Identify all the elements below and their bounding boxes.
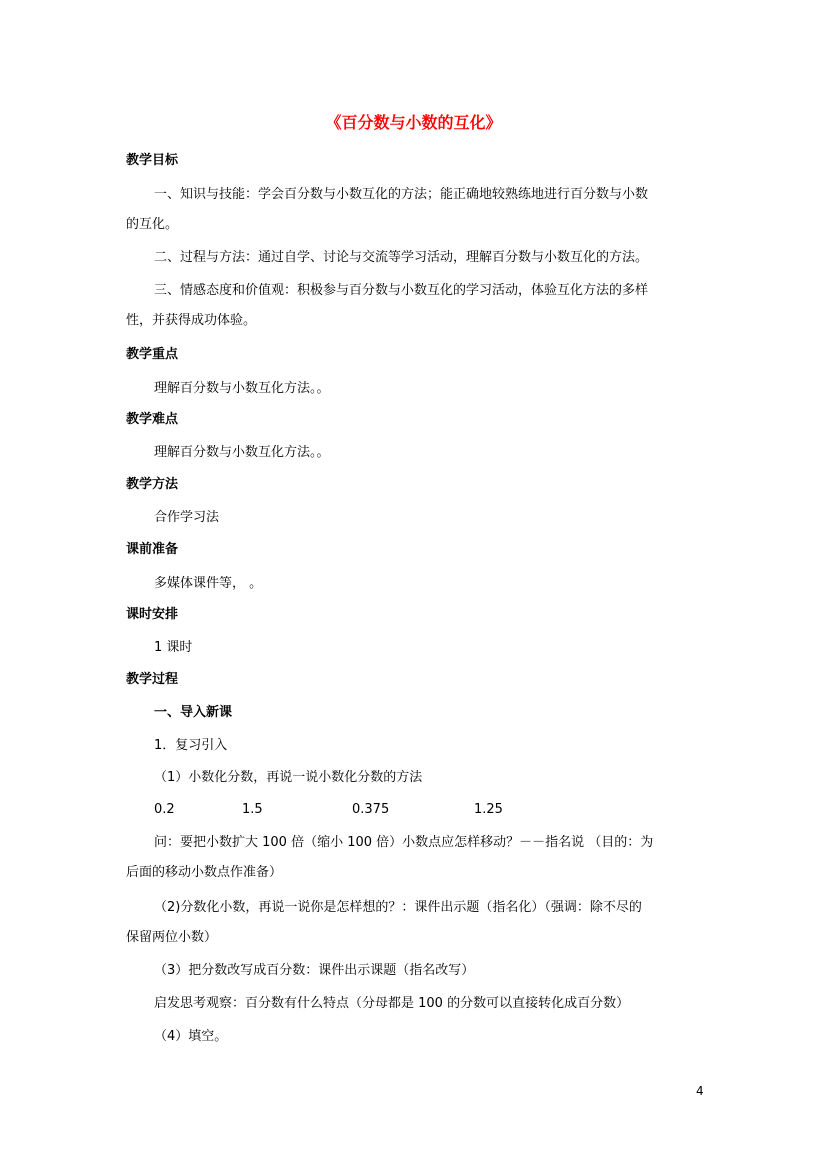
sub-item-4: （4）填空。 <box>154 1029 228 1044</box>
key-heading: 教学重点 <box>126 347 179 362</box>
goal-1-line-2: 的互化。 <box>126 217 179 232</box>
number-item: 0.375 <box>352 802 390 817</box>
schedule-text: 1 课时 <box>154 640 193 655</box>
sub-item-2-line-1: （2)分数化小数，再说一说你是怎样想的？：课件出示题（指名化）（强调：除不尽的 <box>154 900 642 915</box>
step-1: 1．复习引入 <box>154 738 228 753</box>
sub-item-3: （3）把分数改写成百分数：课件出示课题（指名改写） <box>154 963 475 978</box>
method-text: 合作学习法 <box>154 510 220 525</box>
document-title: 《百分数与小数的互化》 <box>325 113 502 132</box>
number-item: 1.25 <box>474 802 503 817</box>
goal-3-line-2: 性，并获得成功体验。 <box>126 313 257 328</box>
process-heading: 教学过程 <box>126 672 179 687</box>
section-1-heading: 一、导入新课 <box>154 705 233 720</box>
difficulty-heading: 教学难点 <box>126 412 179 427</box>
question-line-2: 后面的移动小数点作准备） <box>126 865 283 880</box>
think-observe: 启发思考观察：百分数有什么特点（分母都是 100 的分数可以直接转化成百分数） <box>154 996 630 1011</box>
prep-text: 多媒体课件等， 。 <box>154 576 263 591</box>
sub-item-2-line-2: 保留两位小数） <box>126 930 218 945</box>
goals-heading: 教学目标 <box>126 153 179 168</box>
key-text: 理解百分数与小数互化方法。。 <box>154 381 330 396</box>
prep-heading: 课前准备 <box>126 542 179 557</box>
number-item: 0.2 <box>154 802 175 817</box>
question-line-1: 问：要把小数扩大 100 倍（缩小 100 倍）小数点应怎样移动？－－指名说 （目的：为 <box>154 835 654 850</box>
schedule-heading: 课时安排 <box>126 607 179 622</box>
goal-1-line-1: 一、知识与技能：学会百分数与小数互化的方法；能正确地较熟练地进行百分数与小数 <box>154 187 649 202</box>
number-item: 1.5 <box>242 802 263 817</box>
page-number: 4 <box>696 1084 704 1098</box>
method-heading: 教学方法 <box>126 477 179 492</box>
goal-2: 二、过程与方法：通过自学、讨论与交流等学习活动，理解百分数与小数互化的方法。 <box>154 250 649 265</box>
sub-item-1: （1）小数化分数，再说一说小数化分数的方法 <box>154 770 423 785</box>
goal-3-line-1: 三、情感态度和价值观：积极参与百分数与小数互化的学习活动，体验互化方法的多样 <box>154 283 649 298</box>
difficulty-text: 理解百分数与小数互化方法。。 <box>154 445 330 460</box>
